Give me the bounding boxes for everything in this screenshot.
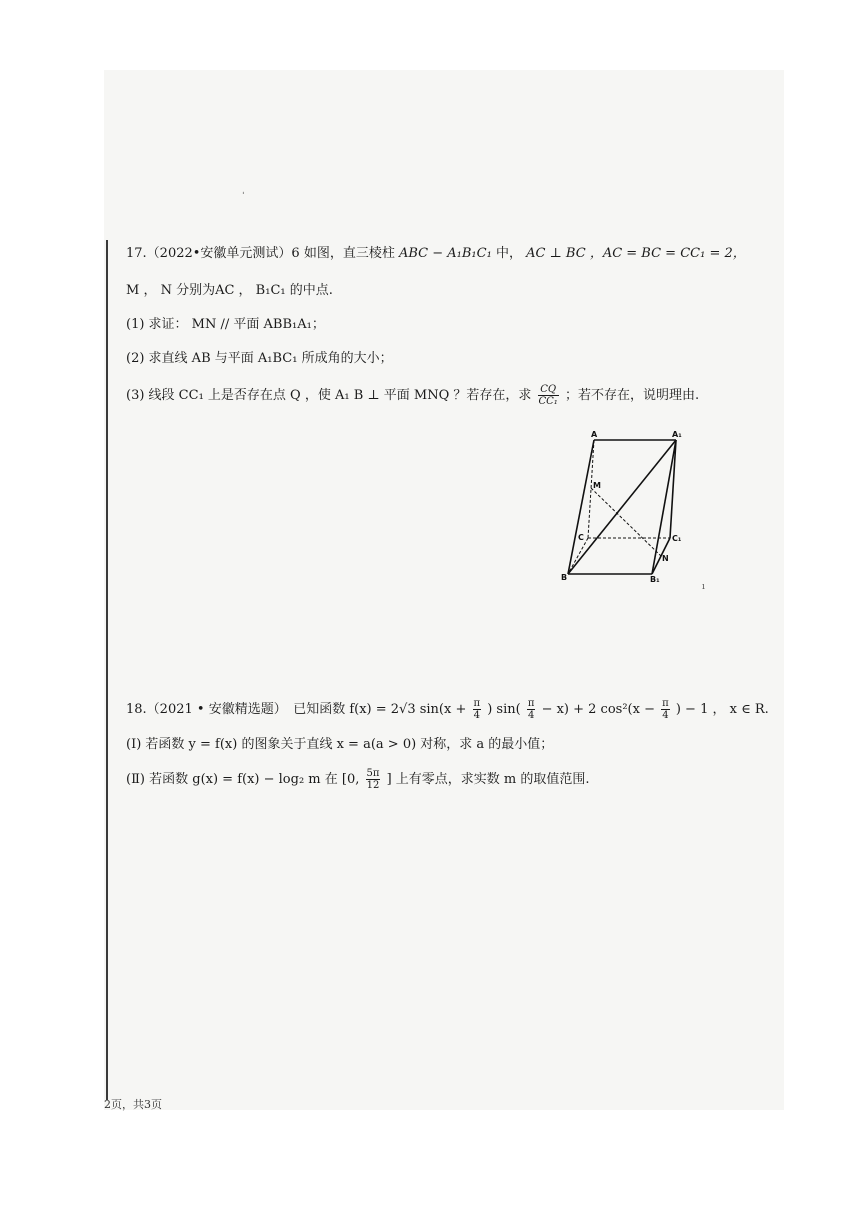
label-B: B — [561, 573, 568, 582]
diagonal-BA1 — [568, 440, 676, 574]
binding-margin-line — [106, 240, 108, 1100]
problem-17-given: M ， N 分别为AC ， B₁C₁ 的中点. — [126, 283, 333, 298]
scan-speck: ˌ — [242, 186, 245, 196]
label-A: A — [591, 430, 598, 439]
interval-fraction: $\frac{5\pi}{12}$ — [366, 768, 380, 791]
label-N: N — [662, 554, 669, 563]
prism-figure — [558, 430, 688, 590]
problem-17-part-2: (2) 求直线 AB 与平面 A₁BC₁ 所成角的大小； — [126, 351, 393, 366]
page-footer: 2页，共3页 — [104, 1098, 162, 1111]
label-C1: C₁ — [672, 534, 682, 543]
hidden-MN — [591, 488, 661, 556]
problem-18-part-2: (Ⅱ) 若函数 g(x) = f(x) − log₂ m 在 [0, $\frac{5\pi}{12}$ ] 上有零点，求实数 m 的取值范围. — [126, 768, 590, 791]
problem-17-header: 17.（2022•安徽单元测试）6 如图，直三棱柱 ABC − A₁B₁C₁ 中， AC ⊥ BC ，AC = BC = CC₁ = 2， — [126, 246, 746, 261]
problem-17-part-3: (3) 线段 CC₁ 上是否存在点 Q ，使 A₁ B ⊥ 平面 MNQ ？若存在，求 $\frac{CQ}{\text{CC₁}}$ ；若不存在，说明理由. — [126, 384, 700, 407]
label-M: M — [593, 481, 601, 490]
label-B1: B₁ — [650, 575, 660, 584]
ratio-fraction: $\frac{CQ}{\text{CC₁}}$ — [538, 384, 558, 407]
scan-speck: ı — [702, 582, 705, 592]
problem-18-part-1: (Ⅰ) 若函数 y = f(x) 的图象关于直线 x = a(a > 0) 对称，求 a 的最小值； — [126, 737, 554, 752]
problem-18-header: 18.（2021 • 安徽精选题） 已知函数 f(x) = 2√3 sin(x + $\frac{\pi}{4}$ ) sin( $\frac{\pi}{4}$ − x) + 2 cos²(x − $\frac{\pi}{4}$ ) − 1 ， x ∈ R. — [126, 698, 769, 721]
label-A1: A₁ — [672, 430, 682, 439]
problem-17-part-1: (1) 求证： MN // 平面 ABB₁A₁； — [126, 317, 325, 332]
label-C: C — [578, 533, 584, 542]
